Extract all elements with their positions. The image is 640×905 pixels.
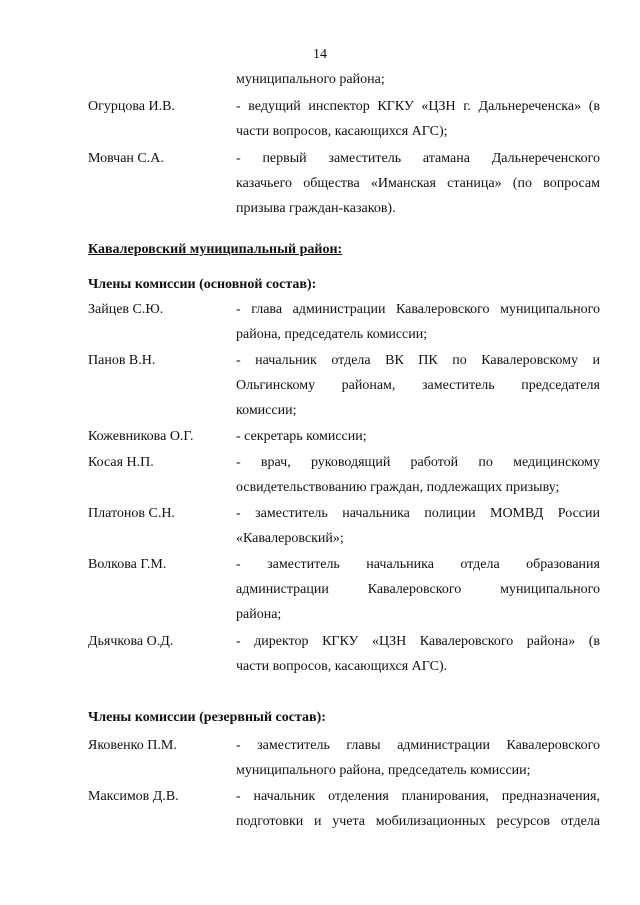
entry-text-line: комиссии; <box>236 403 297 418</box>
member-name: Волкова Г.М. <box>88 557 167 572</box>
entry-text-line: - секретарь комиссии; <box>236 429 367 444</box>
entry-text-line: муниципального района; <box>236 72 385 87</box>
member-name: Максимов Д.В. <box>88 789 179 804</box>
entry-text-line: Ольгинскому районам, заместитель председателя <box>236 378 600 393</box>
page-number: 14 <box>313 47 327 62</box>
entry-text-line: - начальник отделения планирования, предназначения, <box>236 789 600 804</box>
entry-text-line: - первый заместитель атамана Дальнереченского <box>236 151 600 166</box>
member-name: Огурцова И.В. <box>88 99 175 114</box>
member-name: Мовчан С.А. <box>88 151 164 166</box>
member-name: Косая Н.П. <box>88 455 154 470</box>
entry-text-line: подготовки и учета мобилизационных ресурсов отдела <box>236 814 600 829</box>
entry-text-line: - директор КГКУ «ЦЗН Кавалеровского района» (в <box>236 634 600 649</box>
member-name: Зайцев С.Ю. <box>88 302 164 317</box>
member-name: Платонов С.Н. <box>88 506 175 521</box>
entry-text-line: муниципального района, председатель комиссии; <box>236 763 531 778</box>
entry-text-line: казачьего общества «Иманская станица» (по вопросам <box>236 176 600 191</box>
member-name: Панов В.Н. <box>88 353 156 368</box>
entry-text-line: освидетельствованию граждан, подлежащих призыву; <box>236 480 560 495</box>
entry-text-line: - заместитель главы администрации Кавалеровского <box>236 738 600 753</box>
entry-text-line: - заместитель начальника полиции МОМВД России <box>236 506 600 521</box>
entry-text-line: - ведущий инспектор КГКУ «ЦЗН г. Дальнереченска» (в <box>236 99 600 114</box>
entry-text-line: - начальник отдела ВК ПК по Кавалеровскому и <box>236 353 600 368</box>
subsection-heading: Члены комиссии (основной состав): <box>88 277 317 292</box>
entry-text-line: администрации Кавалеровского муниципального <box>236 582 600 597</box>
entry-text-line: призыва граждан-казаков). <box>236 201 396 216</box>
entry-text-line: района; <box>236 607 282 622</box>
entry-text-line: района, председатель комиссии; <box>236 327 428 342</box>
entry-text-line: - заместитель начальника отдела образования <box>236 557 600 572</box>
subsection-heading: Члены комиссии (резервный состав): <box>88 710 326 725</box>
member-name: Кожевникова О.Г. <box>88 429 194 444</box>
entry-text-line: «Кавалеровский»; <box>236 531 344 546</box>
section-heading: Кавалеровский муниципальный район: <box>88 242 343 257</box>
member-name: Дьячкова О.Д. <box>88 634 174 649</box>
member-name: Яковенко П.М. <box>88 738 177 753</box>
entry-text-line: части вопросов, касающихся АГС); <box>236 124 448 139</box>
entry-text-line: части вопросов, касающихся АГС). <box>236 659 448 674</box>
entry-text-line: - врач, руководящий работой по медицинскому <box>236 455 600 470</box>
entry-text-line: - глава администрации Кавалеровского муниципального <box>236 302 600 317</box>
